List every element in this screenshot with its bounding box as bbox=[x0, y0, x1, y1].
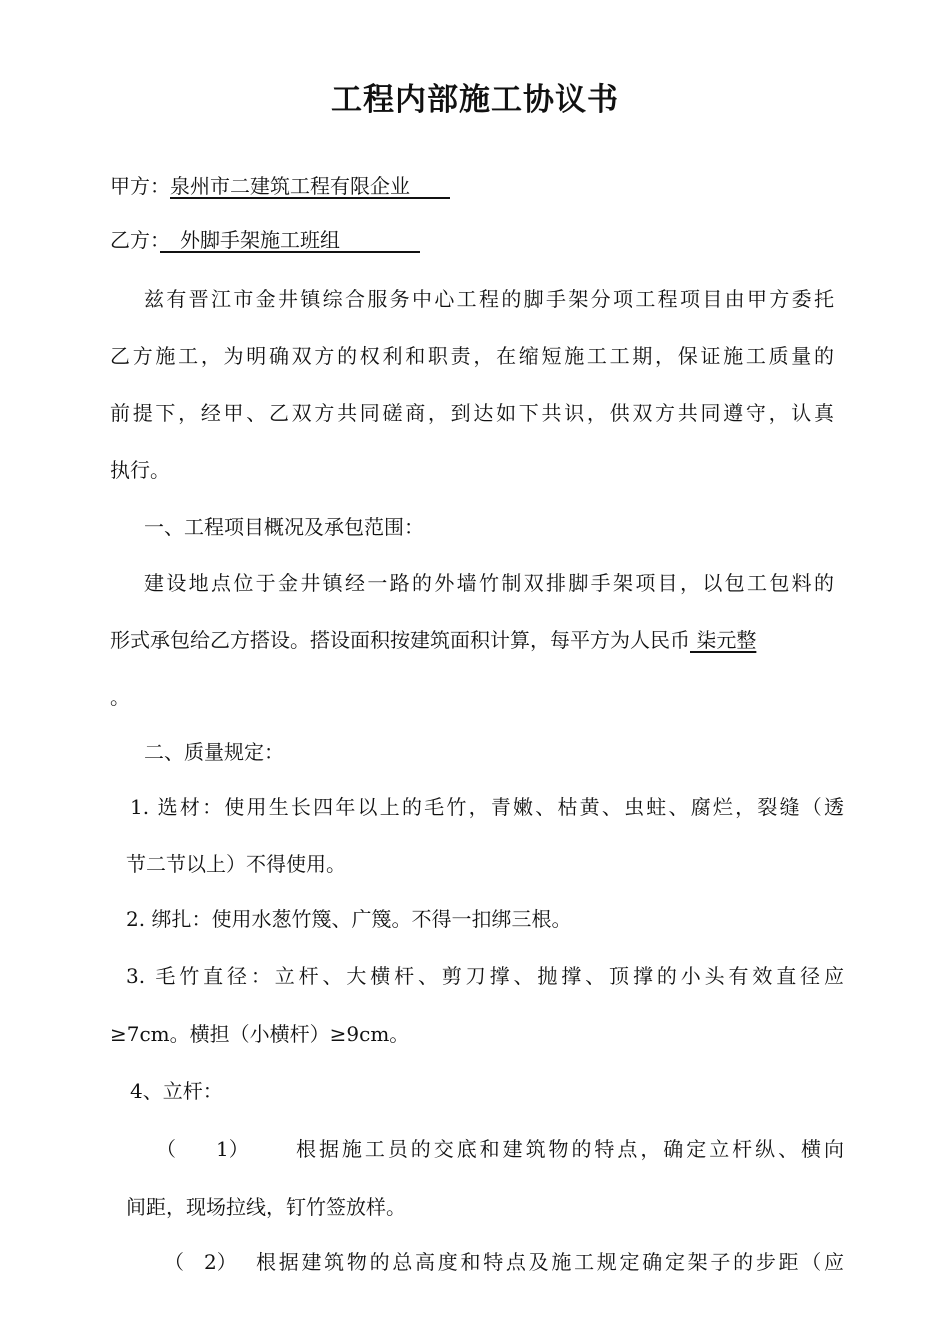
sub-1-line-2: 间距，现场拉线，钉竹签放样。 bbox=[126, 1195, 406, 1219]
intro-line-1: 兹有晋江市金井镇综合服务中心工程的脚手架分项工程项目由甲方委托 bbox=[144, 287, 834, 311]
section-1-line-1: 建设地点位于金井镇经一路的外墙竹制双排脚手架项目，以包工包料的 bbox=[144, 571, 834, 595]
sub-1-line-1: 根据施工员的交底和建筑物的特点，确定立杆纵、横向 bbox=[296, 1137, 844, 1161]
party-b-value: 外脚手架施工班组 bbox=[160, 228, 420, 252]
section-1-heading: 一、工程项目概况及承包范围： bbox=[144, 515, 424, 539]
section-1-line-3: 。 bbox=[110, 685, 130, 709]
item-2-line-1: 2. 绑扎：使用水葱竹篾、广篾。不得一扣绑三根。 bbox=[126, 907, 572, 931]
section-2-heading: 二、质量规定： bbox=[144, 740, 284, 764]
party-a-value: 泉州市二建筑工程有限企业 bbox=[170, 174, 450, 198]
sub-2-number: （ 2） bbox=[164, 1250, 237, 1274]
item-1-line-1: 1. 选材：使用生长四年以上的毛竹，青嫩、枯黄、虫蛀、腐烂，裂缝（透 bbox=[130, 795, 844, 819]
party-a bbox=[110, 172, 450, 200]
section-1-line-2-text: 形式承包给乙方搭设。搭设面积按建筑面积计算，每平方为人民币 bbox=[110, 628, 690, 652]
item-3-line-2: ≥7cm。横担（小横杆）≥9cm。 bbox=[110, 1022, 410, 1046]
item-1-line-2: 节二节以上）不得使用。 bbox=[126, 852, 346, 876]
intro-line-3: 前提下，经甲、乙双方共同磋商，到达如下共识，供双方共同遵守，认真 bbox=[110, 401, 834, 425]
section-1-price: 柒元整 bbox=[690, 628, 757, 652]
item-3-line-1: 3. 毛竹直径：立杆、大横杆、剪刀撑、抛撑、顶撑的小头有效直径应 bbox=[126, 964, 844, 988]
party-a-label: 甲方： bbox=[110, 174, 170, 198]
intro-line-2: 乙方施工，为明确双方的权利和职责，在缩短施工工期，保证施工质量的 bbox=[110, 344, 834, 368]
document-title: 工程内部施工协议书 bbox=[331, 82, 619, 118]
section-1-line-2 bbox=[110, 626, 756, 654]
party-b bbox=[110, 226, 420, 254]
intro-line-4: 执行。 bbox=[110, 458, 170, 482]
sub-1-number: （ 1） bbox=[156, 1137, 249, 1161]
item-4-heading: 4、立杆： bbox=[130, 1079, 223, 1103]
party-b-label: 乙方： bbox=[110, 228, 160, 252]
sub-2-line-1: 根据建筑物的总高度和特点及施工规定确定架子的步距（应 bbox=[256, 1250, 844, 1274]
